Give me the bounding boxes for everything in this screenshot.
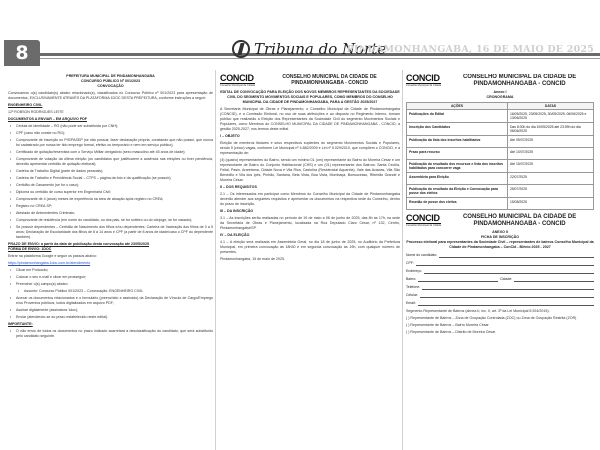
form-intro: Entrar na plataforma Google e seguir os passos abaixo:	[8, 254, 97, 258]
concid-header	[406, 214, 594, 227]
section-heading: II – DOS REQUISITOS	[220, 185, 257, 189]
annex-title: CRONOGRAMA	[486, 95, 514, 99]
table-header: DATAS	[507, 103, 593, 110]
election-text: 4.1 – A eleição será realizada em Assembleia Geral, no dia 18 de junho de 2025, no Auditório da Prefeitura Municipal, em primeira convocação às 18h30 e em segunda convocação às 19h, com qualquer número de presentes.	[220, 240, 400, 254]
list-item: • Se possuir dependentes – Certidão de Nascimento dos filhos e/ou dependentes; Carteira de Vacinação dos filhos de 0 a 5 anos; Declaração de Escolaridade dos filhos de 6 a 14 anos e CPF (a partir de 8 anos de idade/caso o CPF do dependente também).	[16, 225, 213, 240]
schedule-table	[406, 102, 594, 210]
table-row: Publicação do resultado da Eleição e Convocação para posse dos eleitos 25/07/2025	[407, 185, 594, 198]
list-item: • Colocar o seu e-mail e clicar em prosseguir;	[16, 275, 213, 280]
convocation-heading: CONVOCAÇÃO	[97, 84, 124, 88]
table-row: Publicações do Edital 16/05/2025, 23/05/2025, 30/05/2025, 06/06/2025 e 13/06/2025	[407, 110, 594, 123]
section-heading: III – DA INSCRIÇÃO	[220, 209, 254, 213]
convocation-column	[8, 74, 213, 450]
list-item: • Cédula de identidade – RG (não pode ser substituída por CNH);	[16, 124, 213, 129]
list-item: • Comprovante de 4 (anos) meses de experiência na área de atuação após registro no CREA;	[16, 197, 213, 202]
platform-link[interactable]: https://pindamonhangaba.1doc.com.br/atendimento	[8, 261, 91, 265]
deadline-text: PRAZO DE ENVIO: a partir da data de publicação desta convocação até 23/05/2025	[8, 242, 150, 246]
segment-option[interactable]: ( ) Representante de Bairros – Zona de Ocupação Controlada (ZOC) ou Zona de Ocupação Restrita (ZOR)	[406, 316, 577, 321]
table-row: Reunião de posse dos eleitos 15/08/2025	[407, 198, 594, 210]
annex-label: ANEXO II	[492, 230, 508, 235]
concid-title: CONSELHO MUNICIPAL DA CIDADE DE PINDAMONHANGABA - CONCID	[462, 74, 577, 87]
list-item: • Preencher o(s) campo(s) abaixo:	[16, 282, 213, 287]
form-field[interactable]: Telefone:	[406, 285, 594, 290]
form-field[interactable]: Endereço:	[406, 269, 594, 274]
convocation-subtitle: CONCURSO PÚBLICO Nº 001/2023	[80, 79, 141, 83]
list-item: • Carteira de Trabalho Digital (parte de dados pessoais);	[16, 169, 213, 174]
table-row: Assembleia para Eleição 22/07/2025	[407, 173, 594, 185]
list-item: • Anexar os documentos relacionados e o formulário (preenchido e assinado) da Declaração de Vínculo de Cargo/Emprego e/ou Proventos públicos, todos digitalizados em arquivo PDF;	[16, 296, 213, 306]
form-subtitle: Processo eleitoral para representantes da Sociedade Civil – representantes de bairros Conselho Municipal da Cidade de Pindamonhangaba – ConCid - Biênio 2025 - 2027	[406, 240, 594, 250]
segment-option[interactable]: ( ) Representante de Bairros – Bairro Moreira César	[406, 323, 489, 328]
concid-header	[406, 74, 594, 87]
table-row: Prazo para recurso Até 10/07/2025	[407, 148, 594, 160]
list-item: • Certidão de Casamento (se for o caso);	[16, 183, 213, 188]
form-field[interactable]: Celular:	[406, 293, 594, 298]
list-item: • Assinar digitalmente (assinatura 1doc);	[16, 308, 213, 313]
form-field[interactable]: Nome do candidato:	[406, 253, 594, 258]
object-text: Eleição de membros titulares e seus respectivos suplentes do segmento Movimentos Sociais e Populares, sendo 5 (cinco) vagas, conforme Lei Municipal nº 4.882/2009 e Lei nº 5.029/2010, que compõem o CONCID, e a representação de:	[220, 141, 400, 155]
convocation-title: PREFEITURA MUNICIPAL DE PINDAMONHANGABA	[66, 74, 155, 78]
concid-title: CONSELHO MUNICIPAL DA CIDADE DE PINDAMONHANGABA - CONCID	[462, 214, 577, 227]
section-heading: I – OBJETO	[220, 134, 240, 138]
list-item: • Comprovante de inscrição no PIS/PASEP (se não possuir, fazer declaração própria, constando que não possui, que nunca foi cadastrado por nunca ter tido emprego formal, efetivo ou temporário e nem em serviço público);	[16, 138, 213, 148]
newspaper-logo-icon	[232, 40, 250, 58]
segment-declaration: Segmento Representante de Bairros (alínea b, inc. II, art. 3º da Lei Municipal 5.924/2015):	[406, 309, 550, 314]
dateline: PINDAMONHANGABA, 16 DE MAIO DE 2025	[346, 44, 594, 55]
candidate-name: 12º ROBSON RODRIGUES LEITE	[8, 110, 64, 114]
newspaper-header	[0, 0, 600, 66]
table-row: Publicação do resultado dos recursos e lista dos inscritos habilitados para concorrer vaga Até 15/07/2025	[407, 160, 594, 173]
docs-heading: DOCUMENTOS A ENVIAR – EM ARQUIVO PDF	[8, 117, 88, 121]
form-field[interactable]: Bairro: Cidade:	[406, 277, 594, 282]
page-number-badge: 8	[4, 40, 40, 66]
list-item: • Registro no CREA-SP;	[16, 204, 213, 209]
list-item: • Comprovante de residência (em nome do candidato, ou dos pais, se for solteiro ou do cônjuge, se for casado);	[16, 218, 213, 223]
annex-label: Anexo I	[493, 90, 507, 94]
list-item: • Diploma ou certidão de curso superior em Engenharia Civil;	[16, 190, 213, 195]
form-field[interactable]: Email:	[406, 301, 594, 306]
column-divider	[215, 70, 216, 450]
concid-logo: CONCID Conselho Municipal da Cidade	[406, 74, 442, 87]
important-heading: IMPORTANTE:	[8, 322, 33, 326]
section-heading: IV – DA ELEIÇÃO	[220, 233, 250, 237]
edital-title: EDITAL DE CONVOCAÇÃO PARA ELEIÇÃO DOS NOVOS MEMBROS REPRESENTANTES DA SOCIEDADE CIVIL DO SEGMENTO MOVIMENTOS SOCIAIS E POPULARES, COMO MEMBROS DO CONSELHO MUNICIPAL DA CIDADE DE PINDAMONHANGABA, PARA A GESTÃO 2025/2027	[220, 90, 400, 104]
form-heading: FORMA DE ENVIO: 1DOC	[8, 247, 52, 251]
column-divider	[402, 70, 403, 450]
closing-text: Pindamonhangaba, 15 de maio de 2025.	[220, 257, 285, 261]
list-item: • Atestado de Antecedentes Criminais;	[16, 211, 213, 216]
important-text: • O não envio de todos os documentos no prazo indicado acarretará a desclassificação do candidato, que será substituído pelo candidato seguinte.	[16, 329, 213, 339]
list-item: • Carteira de Trabalho e Previdência Social – CTPS – página da foto e da qualificação (se possuir);	[16, 176, 213, 181]
table-row: Inscrição dos Candidatos Das 8:00h do dia 19/05/2025 até 23:59h do dia 06/06/2025	[407, 123, 594, 136]
list-item: • Clicar em Protocolo;	[16, 268, 213, 273]
concid-logo: CONCID Conselho Municipal da Cidade	[406, 213, 442, 228]
table-row: Publicação da lista dos inscritos habilitados Até 09/07/2025	[407, 136, 594, 148]
segment-option[interactable]: ( ) Representante de Bairros – Distrito de Moreira César	[406, 330, 496, 335]
role-label: ENGENHEIRO CIVIL	[8, 103, 43, 107]
form-field[interactable]: CPF:	[406, 261, 594, 266]
concid-edital-column	[220, 74, 400, 450]
list-item: • Comprovante de votação da última eleição (os candidatos que justificarem a ausência nas eleições ou tiver pendência, deverão apresentar certidão de quitação eleitoral);	[16, 157, 213, 167]
form-title: FICHA DE INSCRIÇÃO	[480, 235, 519, 240]
requirements-text: 2.1 – Os interessados em participar como Membros do Conselho Municipal da Cidade de Pindamonhangaba deverão atender aos seguintes requisitos e apresentar os documentos na respectiva sede do Conselho, dentro do prazo de inscrição.	[220, 192, 400, 206]
list-item: • Enviar (atendendo-se ao prazo estabelecido neste edital).	[16, 315, 213, 320]
header-rule-thin	[40, 58, 600, 59]
edital-intro: A Secretaria Municipal de Obras e Planejamento, o Conselho Municipal da Cidade de Pindamonhangaba (CONCID), e a Comissão Eleitoral, no uso de suas atribuições e ao disposto no Regimento Interno, tornam público que realizarão a Eleição dos Representantes da Sociedade Civil do segmento Movimentos Sociais e Populares, como Membros do CONSELHO MUNICIPAL DA CIDADE DE PINDAMONHANGABA - CONCID, a gestão 2025-2027, nos termos deste edital.	[220, 107, 400, 131]
list-item: • CPF (caso não conste no RG);	[16, 131, 213, 136]
table-header: AÇÕES	[407, 103, 508, 110]
zones-text: (4) (quatro) representantes do Bairro, sendo um mínimo 01 (um) representante do Bairro do Moreira César e um representante de Bairro do Conjunto Habitacional (CHS) e um (01) representante dos Bairros: Santa Cecília, Feital, Pasin, Araretama, Cidade Nova e Vila Rica, Castolira (Residencial Aquarela), Vale das Acácias, Vila São Benedito e Vila dos Ipês, Pinhão, Santana, Bela Vista, Boa Vista, Mombaça, Bonsucesso, Ribeirão Grande e Moreira César.	[220, 158, 400, 182]
concid-title: CONSELHO MUNICIPAL DA CIDADE DE PINDAMONHANGABA - CONCID	[282, 74, 377, 86]
list-item: • Certificado de quitação/reservista com o Serviço Militar obrigatório (sexo masculino até 45 anos de idade);	[16, 150, 213, 155]
concid-logo: CONCID Conselho Municipal da Cidade	[220, 74, 256, 87]
concid-annex-column	[406, 74, 594, 450]
convocation-intro: Convocamos o(s) candidato(s) abaixo relacionado(s), classificados no Concurso Público nº 001/2023 para apresentação de documentos, EXCLUSIVAMENTE ATRAVÉS DA PLATAFORMA 1DOC DESTA PREFEITURA, conforme instruções a seguir:	[8, 91, 213, 100]
concid-header	[220, 74, 400, 87]
list-item: • Assunto: Concurso Público 001/2023 – Convocação: ENGENHEIRO CIVIL	[24, 289, 213, 294]
registration-text: 3.1 – As inscrições serão realizadas no período de 19 de maio a 06 de junho de 2025, das 8h às 17h, na sede da Secretaria de Obras e Planejamento, localizada na Rua Deputado Claro César, nº 132, Centro, Pindamonhangaba/SP.	[220, 216, 400, 230]
masthead-title: Tribuna do Norte	[254, 40, 387, 58]
